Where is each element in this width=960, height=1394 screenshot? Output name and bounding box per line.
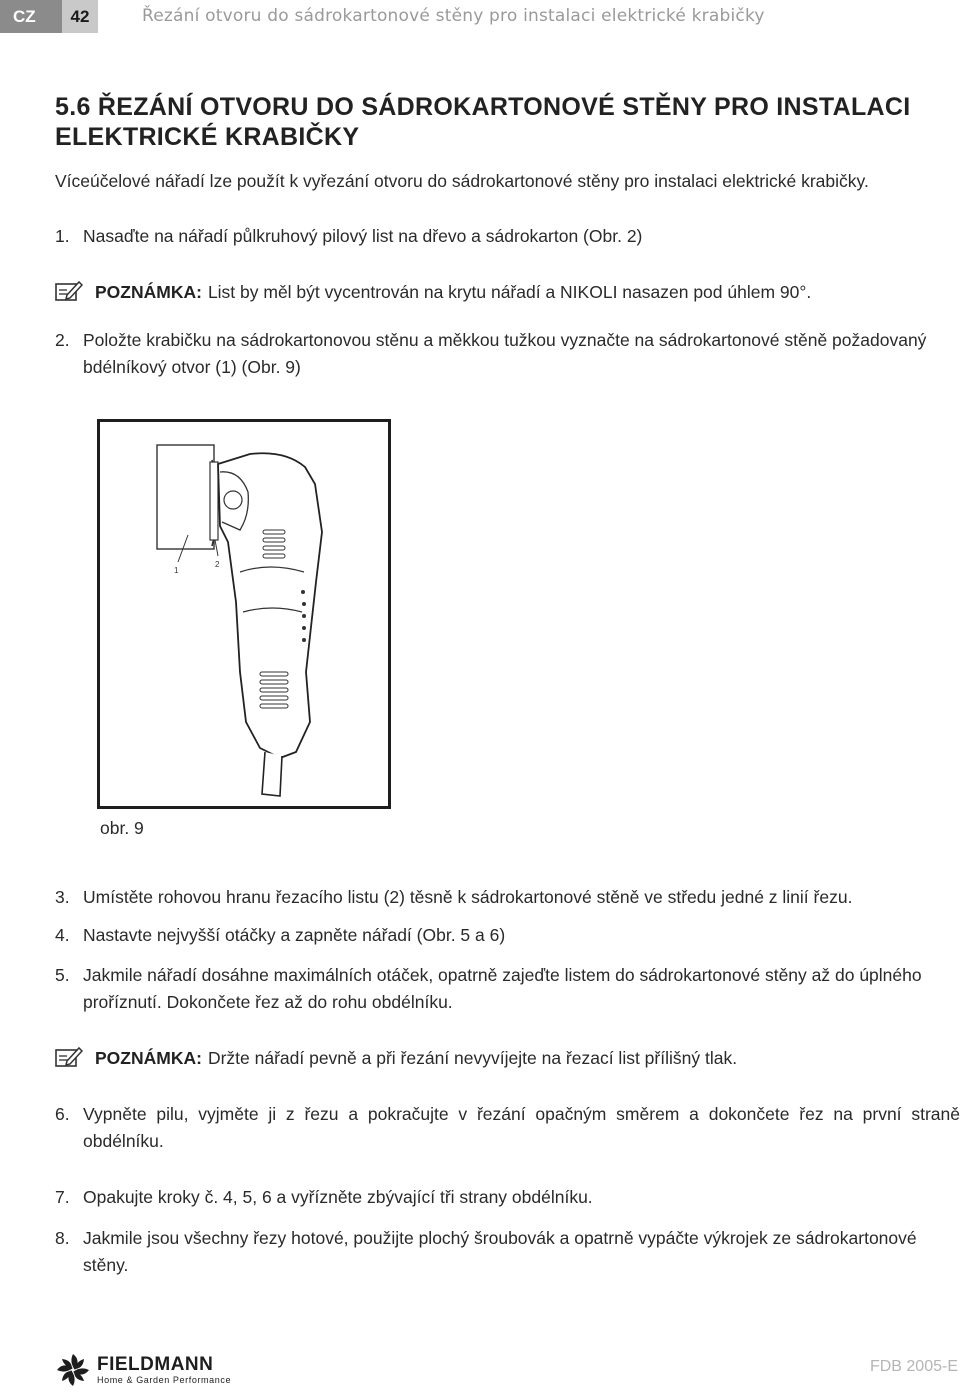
figure-9	[97, 419, 391, 809]
step-text: Jakmile jsou všechny řezy hotové, použijte plochý šroubovák a opatrně vypáčte výkrojek ze sádrokartonové stěny.	[83, 1228, 917, 1275]
brand-tagline: Home & Garden Performance	[97, 1374, 232, 1385]
figure-label-1: 1	[174, 566, 179, 575]
note-text: List by měl být vycentrován na krytu nářadí a NIKOLI nasazen pod úhlem 90°.	[207, 282, 812, 302]
step-number: 5.	[55, 965, 70, 985]
step-number: 6.	[55, 1104, 70, 1124]
brand-name: FIELDMANN	[97, 1353, 214, 1375]
note-label: POZNÁMKA:	[95, 282, 202, 302]
step-text: Vypněte pilu, vyjměte ji z řezu a pokračujte v řezání opačným směrem a dokončete řez na první straně obdélníku.	[83, 1104, 960, 1151]
model-code: FDB 2005-E	[869, 1358, 958, 1375]
step-number: 1.	[55, 226, 70, 246]
running-header-title: Řezání otvoru do sádrokartonové stěny pro instalaci elektrické krabičky	[142, 6, 765, 26]
fieldmann-swirl-logo	[55, 1352, 91, 1388]
note-1	[95, 279, 955, 306]
note-text: Držte nářadí pevně a při řezání nevyvíjejte na řezací list přílišný tlak.	[207, 1048, 738, 1068]
step-number: 3.	[55, 887, 70, 907]
step-number: 8.	[55, 1228, 70, 1248]
step-text: Opakujte kroky č. 4, 5, 6 a vyřízněte zbývající tři strany obdélníku.	[83, 1187, 593, 1207]
pencil-note-icon	[55, 280, 83, 302]
step-text: Umístěte rohovou hranu řezacího listu (2) těsně k sádrokartonové stěně ve středu jedné z linií řezu.	[83, 887, 853, 907]
step-number: 2.	[55, 330, 70, 350]
step-text: Nastavte nejvyšší otáčky a zapněte nářadí (Obr. 5 a 6)	[83, 925, 506, 945]
figure-caption: obr. 9	[100, 818, 144, 838]
step-text: Položte krabičku na sádrokartonovou stěnu a měkkou tužkou vyznačte na sádrokartonové stěně požadovaný bdélníkový otvor (1) (Obr. 9)	[83, 330, 927, 377]
brand-logo	[55, 1352, 231, 1388]
section-title: 5.6 ŘEZÁNÍ OTVORU DO SÁDROKARTONOVÉ STĚNY PRO INSTALACI ELEKTRICKÉ KRABIČKY	[55, 93, 911, 151]
note-label: POZNÁMKA:	[95, 1048, 202, 1068]
page-number: 42	[62, 0, 98, 33]
note-2	[95, 1045, 955, 1072]
multitool-illustration	[100, 422, 388, 806]
step-text: Nasaďte na nářadí půlkruhový pilový list na dřevo a sádrokarton (Obr. 2)	[83, 226, 643, 246]
pencil-note-icon	[55, 1046, 83, 1068]
page-header	[0, 0, 98, 33]
step-number: 7.	[55, 1187, 70, 1207]
step-text: Jakmile nářadí dosáhne maximálních otáček, opatrně zajeďte listem do sádrokartonové stěny až do úplného proříznutí. Dokončete řez až do rohu obdélníku.	[83, 965, 922, 1012]
figure-label-2: 2	[215, 560, 220, 569]
intro-paragraph: Víceúčelové nářadí lze použít k vyřezání otvoru do sádrokartonové stěny pro instalaci elektrické krabičky.	[55, 171, 869, 191]
step-number: 4.	[55, 925, 70, 945]
language-badge: CZ	[0, 0, 66, 33]
